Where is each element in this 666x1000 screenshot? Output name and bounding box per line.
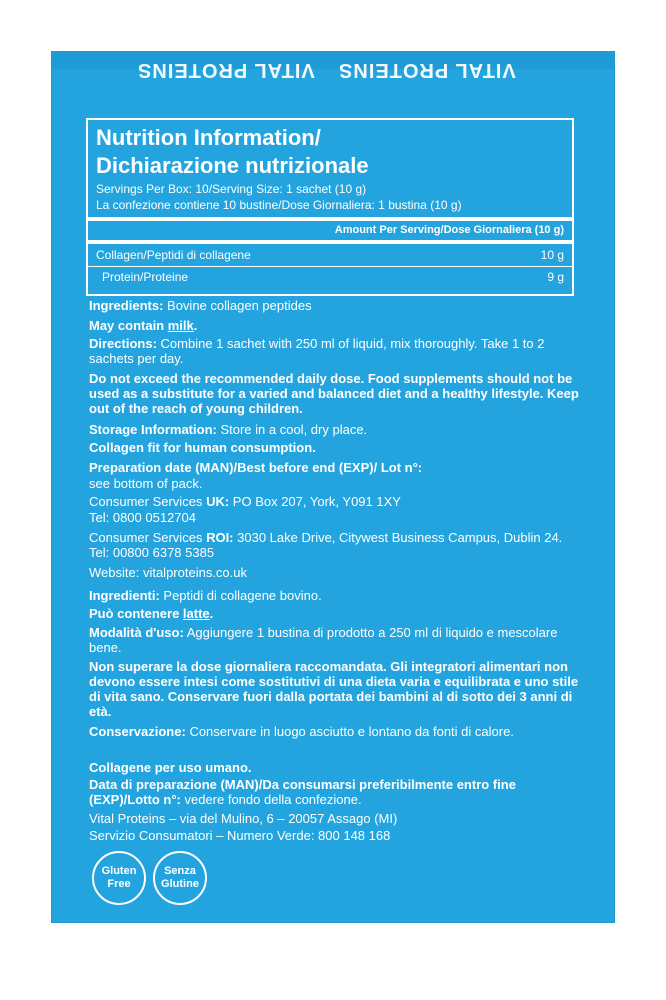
en-ingredients-label: Ingredients: (89, 298, 164, 313)
it-address: Vital Proteins – via del Mulino, 6 – 20057 Assago (MI) (89, 811, 398, 826)
it-storage (89, 724, 579, 739)
it-warning: Non superare la dose giornaliera raccomandata. Gli integratori alimentari non devono essere intesi come sostitutivi di una dieta varia e equilibrata e uno stile di vita sano. Conservare fuori dalla portata dei bambini al di sotto dei 3 anni di età. (89, 659, 579, 719)
it-ingredients (89, 588, 579, 603)
it-storage-label: Conservazione: (89, 724, 186, 739)
badge-text: Senza (164, 865, 196, 877)
servings-it: La confezione contiene 10 bustine/Dose Giornaliera: 1 bustina (10 g) (96, 198, 462, 212)
it-may-contain: Può contenere latte. (89, 606, 214, 621)
badge-text: Free (107, 878, 131, 890)
it-usage-label: Modalità d'uso: (89, 625, 184, 640)
senza-glutine-badge (153, 851, 207, 905)
it-allergen: latte (182, 606, 210, 621)
badge-text: Glutine (161, 878, 199, 890)
en-consumer-roi (89, 530, 579, 560)
nutrient-label-collagen: Collagen/Peptidi di collagene (96, 248, 251, 262)
it-prep-value: vedere fondo della confezione. (184, 792, 362, 807)
en-directions-label: Directions: (89, 336, 157, 351)
en-cs-uk-country: UK: (206, 494, 230, 509)
divider-thick (88, 217, 572, 221)
en-storage (89, 422, 579, 437)
nutrition-title (96, 124, 369, 180)
en-prep-label: Preparation date (MAN)/Best before end (EXP)/ Lot n°: (89, 460, 423, 475)
nutrient-value-protein: 9 g (547, 270, 564, 284)
flap-brand-text: VITAL PROTEINS (338, 59, 516, 81)
en-storage-label: Storage Information: (89, 422, 217, 437)
en-cs-roi-address: 3030 Lake Drive, Citywest Business Campus, Dublin 24. Tel: 00800 6378 5385 (89, 530, 563, 560)
en-may-contain: May contain milk. (89, 318, 198, 333)
en-ingredients-value: Bovine collagen peptides (167, 298, 312, 313)
en-fit: Collagen fit for human consumption. (89, 440, 316, 455)
divider-thick-2 (88, 240, 572, 244)
en-ingredients (89, 298, 579, 313)
servings-en: Servings Per Box: 10/Serving Size: 1 sachet (10 g) (96, 182, 367, 196)
it-usage-value: Aggiungere 1 bustina di prodotto a 250 ml di liquido e mescolare bene. (89, 625, 558, 655)
en-allergen: milk (167, 318, 194, 333)
gluten-free-badge (92, 851, 146, 905)
it-ingredients-value: Peptidi di collagene bovino. (163, 588, 322, 603)
en-directions-value: Combine 1 sachet with 250 ml of liquid, mix thoroughly. Take 1 to 2 sachets per day. (89, 336, 545, 366)
en-may-contain-label: May contain (89, 318, 165, 333)
en-warning: Do not exceed the recommended daily dose. Food supplements should not be used as a substitute for a varied and balanced diet and a healthy lifestyle. Keep out of the reach of young children. (89, 371, 579, 416)
it-service: Servizio Consumatori – Numero Verde: 800 148 168 (89, 828, 391, 843)
it-ingredients-label: Ingredienti: (89, 588, 160, 603)
en-website: Website: vitalproteins.co.uk (89, 565, 247, 580)
en-cs-uk-prefix: Consumer Services (89, 494, 203, 509)
badge-text: Gluten (101, 865, 137, 877)
it-usage (89, 625, 579, 655)
en-cs-roi-prefix: Consumer Services (89, 530, 203, 545)
it-fit: Collagene per uso umano. (89, 760, 252, 775)
flap-brand-text-2: VITAL PROTEINS (137, 59, 315, 81)
package-top-flap (51, 51, 615, 69)
it-prep (89, 777, 579, 807)
nutrition-panel (86, 118, 574, 296)
it-may-contain-label: Può contenere (89, 606, 180, 621)
nutrient-label-protein: Protein/Proteine (102, 270, 189, 284)
en-prep-value: see bottom of pack. (89, 476, 203, 491)
en-cs-uk-address: PO Box 207, York, Y091 1XY (232, 494, 401, 509)
en-cs-roi-country: ROI: (206, 530, 234, 545)
amount-header: Amount Per Serving/Dose Giornaliera (10 g) (334, 224, 564, 236)
en-storage-value: Store in a cool, dry place. (220, 422, 368, 437)
nutrition-title-it: Dichiarazione nutrizionale (96, 153, 369, 178)
en-directions (89, 336, 579, 366)
it-storage-value: Conservare in luogo asciutto e lontano da fonti di calore. (189, 724, 514, 739)
it-prep-label: Data di preparazione (MAN)/Da consumarsi preferibilmente entro fine (EXP)/Lotto n°: (89, 777, 516, 807)
divider-thin (88, 266, 572, 267)
en-consumer-uk (89, 494, 579, 509)
en-tel-uk: Tel: 0800 0512704 (89, 510, 196, 525)
nutrition-title-en: Nutrition Information/ (96, 125, 321, 150)
nutrient-value-collagen: 10 g (540, 248, 564, 262)
